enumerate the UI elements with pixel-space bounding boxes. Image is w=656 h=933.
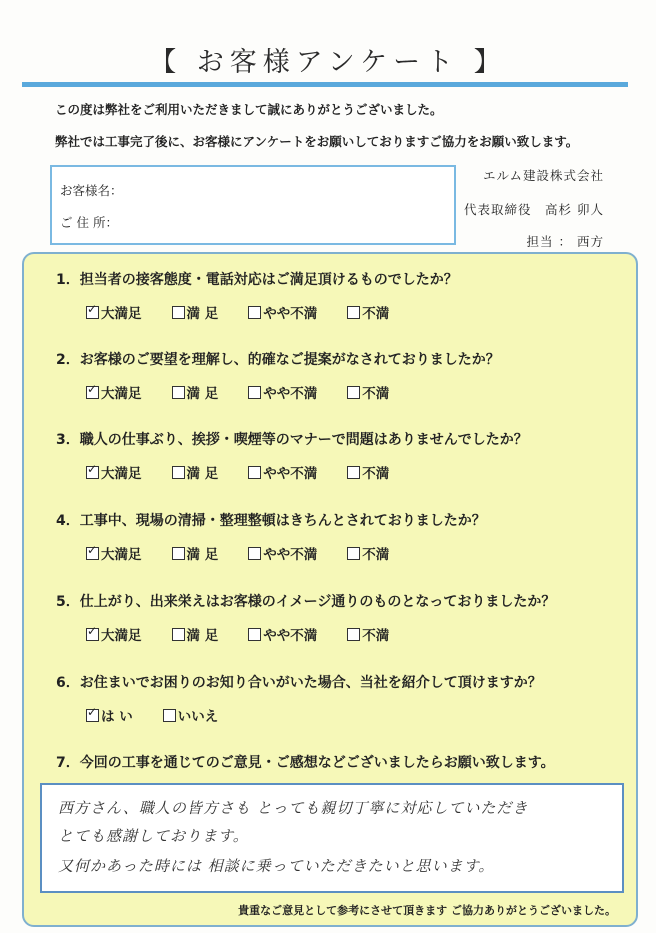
answer-option[interactable] (248, 382, 317, 402)
intro-line: この度は弊社をご利用いただきまして誠にありがとうございました。 (55, 102, 443, 117)
comment-line: 西方さん、職人の皆方さも とっても親切丁寧に対応していただき (58, 799, 529, 817)
answer-option[interactable] (347, 543, 389, 563)
checkbox-icon[interactable] (347, 628, 360, 641)
customer-address-label: ご 住 所： (60, 215, 118, 230)
answer-option[interactable] (248, 302, 317, 322)
checkbox-icon[interactable] (172, 628, 185, 641)
answer-option-label: 満 足 (186, 547, 219, 563)
answer-option-label: 不満 (362, 386, 390, 402)
answer-option[interactable] (248, 624, 317, 644)
answer-option-label: やや不満 (263, 628, 318, 644)
question-1: 1．担当者の接客態度・電話対応はご満足頂けるものでしたか？ (56, 272, 458, 288)
answer-option-label: 満 足 (186, 386, 219, 402)
answer-option-label: 不満 (362, 466, 390, 482)
answer-option[interactable] (347, 462, 389, 482)
answer-option[interactable] (172, 382, 219, 402)
answer-option[interactable] (86, 462, 142, 482)
answer-option-label: 満 足 (186, 466, 219, 482)
question-3: 3．職人の仕事ぶり、挨拶・喫煙等のマナーで問題はありませんでしたか？ (56, 432, 528, 448)
checked-checkbox-icon[interactable] (86, 466, 99, 479)
company-name: エルム建設株式会社 (482, 168, 604, 183)
checkbox-icon[interactable] (347, 306, 360, 319)
answer-option-label: 不満 (362, 547, 390, 563)
checkbox-icon[interactable] (172, 386, 185, 399)
customer-name-label: お客様名： (60, 183, 123, 198)
comment-line: 又何かあった時には 相談に乗っていただきたいと思います。 (58, 857, 495, 875)
answer-option-label: いいえ (177, 709, 219, 725)
answer-option-label: 不満 (362, 628, 390, 644)
answer-option-label: 満 足 (186, 628, 219, 644)
checkbox-icon[interactable] (248, 306, 261, 319)
answer-options (86, 543, 419, 563)
answer-option-label: 満 足 (186, 306, 219, 322)
question-7: 7．今回の工事を通じてのご意見・ご感想などございましたらお願い致します。 (56, 755, 555, 771)
title-divider (22, 82, 628, 87)
checkbox-icon[interactable] (248, 466, 261, 479)
answer-option-label: は い (101, 709, 133, 725)
intro-line: 弊社では工事完了後に、お客様にアンケートをお願いしておりますご協力をお願い致します。 (55, 134, 579, 149)
checkbox-icon[interactable] (163, 709, 176, 722)
footer-thanks: 貴重なご意見として参考にさせて頂きます ご協力ありがとうございました。 (238, 904, 616, 917)
answer-option[interactable] (172, 543, 219, 563)
checkbox-icon[interactable] (172, 547, 185, 560)
checked-checkbox-icon[interactable] (86, 386, 99, 399)
checkbox-icon[interactable] (347, 466, 360, 479)
page-title: 【 お客様アンケート 】 (149, 47, 507, 78)
answer-option[interactable] (347, 382, 389, 402)
checked-checkbox-icon[interactable] (86, 547, 99, 560)
answer-option-label: 大満足 (101, 628, 142, 644)
customer-info-box (50, 165, 456, 245)
answer-option[interactable] (248, 462, 317, 482)
answer-option-label: やや不満 (263, 547, 318, 563)
answer-option[interactable] (172, 624, 219, 644)
question-6: 6．お住まいでお困りのお知り合いがいた場合、当社を紹介して頂けますか？ (56, 675, 542, 691)
answer-option[interactable] (172, 302, 219, 322)
checked-checkbox-icon[interactable] (86, 709, 99, 722)
checkbox-icon[interactable] (347, 547, 360, 560)
answer-option[interactable] (172, 462, 219, 482)
answer-option[interactable] (347, 302, 389, 322)
checkbox-icon[interactable] (248, 386, 261, 399)
answer-options (86, 624, 419, 644)
answer-option-label: 不満 (362, 306, 390, 322)
answer-option[interactable] (248, 543, 317, 563)
checkbox-icon[interactable] (248, 547, 261, 560)
answer-option-label: やや不満 (263, 386, 318, 402)
answer-option-label: 大満足 (101, 466, 142, 482)
checked-checkbox-icon[interactable] (86, 628, 99, 641)
checkbox-icon[interactable] (248, 628, 261, 641)
answer-option[interactable] (86, 624, 142, 644)
question-4: 4．工事中、現場の清掃・整理整頓はきちんとされておりましたか？ (56, 513, 486, 529)
comment-box[interactable] (40, 783, 624, 893)
answer-options (86, 302, 419, 322)
answer-option[interactable] (86, 543, 142, 563)
checkbox-icon[interactable] (347, 386, 360, 399)
answer-option-label: やや不満 (263, 306, 318, 322)
checkbox-icon[interactable] (172, 306, 185, 319)
answer-option[interactable] (163, 705, 219, 725)
comment-line: とても感謝しております。 (58, 827, 249, 845)
answer-option[interactable] (86, 705, 133, 725)
answer-option-label: やや不満 (263, 466, 318, 482)
answer-option-label: 大満足 (101, 386, 142, 402)
question-2: 2．お客様のご要望を理解し、的確なご提案がなされておりましたか？ (56, 352, 500, 368)
checked-checkbox-icon[interactable] (86, 306, 99, 319)
answer-option[interactable] (86, 382, 142, 402)
answer-option[interactable] (347, 624, 389, 644)
answer-option[interactable] (86, 302, 142, 322)
answer-options (86, 705, 248, 725)
answer-options (86, 462, 419, 482)
company-representative: 代表取締役 高杉 卯人 (464, 202, 604, 217)
answer-option-label: 大満足 (101, 547, 142, 563)
answer-option-label: 大満足 (101, 306, 142, 322)
staff-name: 担当 ： 西方 (526, 234, 604, 249)
answer-options (86, 382, 419, 402)
checkbox-icon[interactable] (172, 466, 185, 479)
question-5: 5．仕上がり、出来栄えはお客様のイメージ通りのものとなっておりましたか？ (56, 594, 556, 610)
